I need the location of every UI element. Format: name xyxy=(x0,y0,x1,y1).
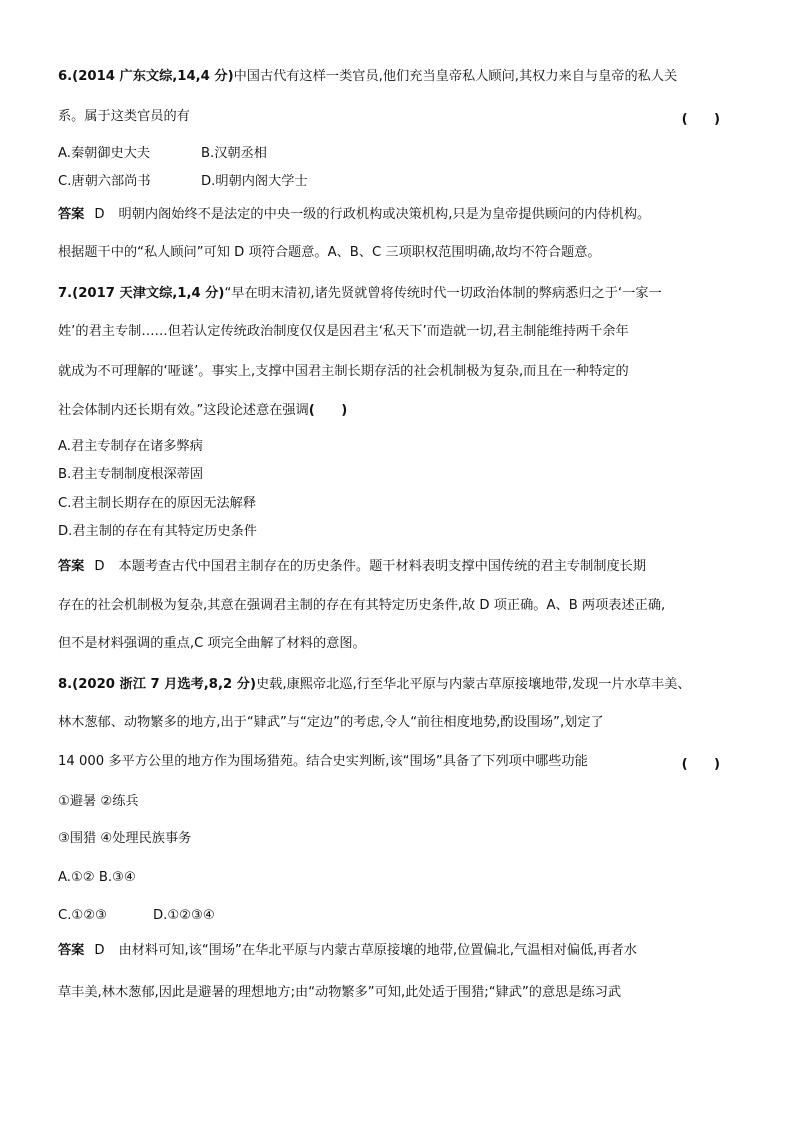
q6-analysis-line2: 根据题干中的“私人顾问”可知 D 项符合题意。A、B、C 三项职权范围明确,故均不符合题意。 xyxy=(58,245,601,260)
q7-analysis-line1: 答案 D 本题考查古代中国君主制存在的历史条件。题干材料表明支撑中国传统的君主专制制度长期 xyxy=(58,559,647,574)
q7-stem-line4: 社会体制内还长期有效。”这段论述意在强调( ) xyxy=(58,403,348,418)
q7-answer-blank: ( ) xyxy=(308,403,348,418)
q8-source: 8.(2020 浙江 7 月选考,8,2 分) xyxy=(58,677,256,692)
q8-options-line2 xyxy=(58,907,738,925)
q8-analysis-line1: 答案 D 由材料可知,该“围场”在华北平原与内蒙古草原接壤的地带,位置偏北,气温相对偏低,再者水 xyxy=(58,943,637,958)
q7-analysis-line3: 但不是材料强调的重点,C 项完全曲解了材料的意图。 xyxy=(58,636,366,651)
q6-option-d: D.明朝内阁大学士 xyxy=(201,174,308,189)
q8-answer-blank: ( ) xyxy=(681,757,720,772)
q6-options-row1 xyxy=(58,145,738,163)
q6-option-c: C.唐朝六部尚书 xyxy=(58,174,151,189)
q7-stem-line1: 7.(2017 天津文综,1,4 分)“早在明末清初,诸先贤就曾将传统时代一切政治体制的弊病悉归之于‘一家一 xyxy=(58,286,662,301)
q6-answer-letter: D xyxy=(94,207,105,222)
q8-analysis-line2: 草丰美,林木葱郁,因此是避暑的理想地方;由“动物繁多”可知,此处适于围猎;“肄武”的意思是练习武 xyxy=(58,985,622,1000)
q7-answer-label: 答案 xyxy=(58,559,85,574)
q7-option-d: D.君主制的存在有其特定历史条件 xyxy=(58,524,257,539)
q7-analysis-line2: 存在的社会机制极为复杂,其意在强调君主制的存在有其特定历史条件,故 D 项正确。A、B 两项表述正确, xyxy=(58,598,666,613)
q6-option-a: A.秦朝御史大夫 xyxy=(58,146,151,161)
q8-items-line2: ③围猎 ④处理民族事务 xyxy=(58,831,192,846)
q8-option-d: D.①②③④ xyxy=(153,908,215,923)
q8-answer-label: 答案 xyxy=(58,943,85,958)
q7-source: 7.(2017 天津文综,1,4 分) xyxy=(58,286,225,301)
q6-option-b: B.汉朝丞相 xyxy=(201,146,267,161)
q6-answer-label: 答案 xyxy=(58,207,85,222)
q6-answer-blank: ( ) xyxy=(681,112,720,127)
q6-source: 6.(2014 广东文综,14,4 分) xyxy=(58,69,234,84)
q7-stem-line3: 就成为不可理解的‘哑谜’。事实上,支撑中国君主制长期存活的社会机制极为复杂,而且在一种特定的 xyxy=(58,364,629,379)
q8-stem-line2: 林木葱郁、动物繁多的地方,出于“肄武”与“定边”的考虑,令人“前往相度地势,酌设围场”,划定了 xyxy=(58,715,604,730)
q8-stem-line1: 8.(2020 浙江 7 月选考,8,2 分)史载,康熙帝北巡,行至华北平原与内蒙古草原接壤地带,发现一片水草丰美、 xyxy=(58,677,691,692)
q6-options-row2 xyxy=(58,173,738,191)
q7-option-c: C.君主制长期存在的原因无法解释 xyxy=(58,496,257,511)
q8-option-c: C.①②③ xyxy=(58,908,107,923)
q8-stem-line3: 14 000 多平方公里的地方作为围场猎苑。结合史实判断,该“围场”具备了下列项中哪些功能 xyxy=(58,754,588,769)
q8-answer-letter: D xyxy=(94,943,105,958)
q6-stem-line2: 系。属于这类官员的有 xyxy=(58,109,190,124)
q7-answer-letter: D xyxy=(94,559,105,574)
q7-stem-line2: 姓’的君主专制……但若认定传统政治制度仅仅是因君主‘私天下’而造就一切,君主制能维持两千余年 xyxy=(58,324,629,339)
q6-analysis-line1: 答案 D 明朝内阁始终不是法定的中央一级的行政机构或决策机构,只是为皇帝提供顾问的内侍机构。 xyxy=(58,207,651,222)
q6-stem-line1: 6.(2014 广东文综,14,4 分)中国古代有这样一类官员,他们充当皇帝私人顾问,其权力来自与皇帝的私人关 xyxy=(58,69,678,84)
q8-options-line1: A.①② B.③④ xyxy=(58,870,136,885)
q7-option-a: A.君主专制存在诸多弊病 xyxy=(58,439,203,454)
q8-items-line1: ①避暑 ②练兵 xyxy=(58,794,139,809)
q7-option-b: B.君主专制制度根深蒂固 xyxy=(58,467,204,482)
